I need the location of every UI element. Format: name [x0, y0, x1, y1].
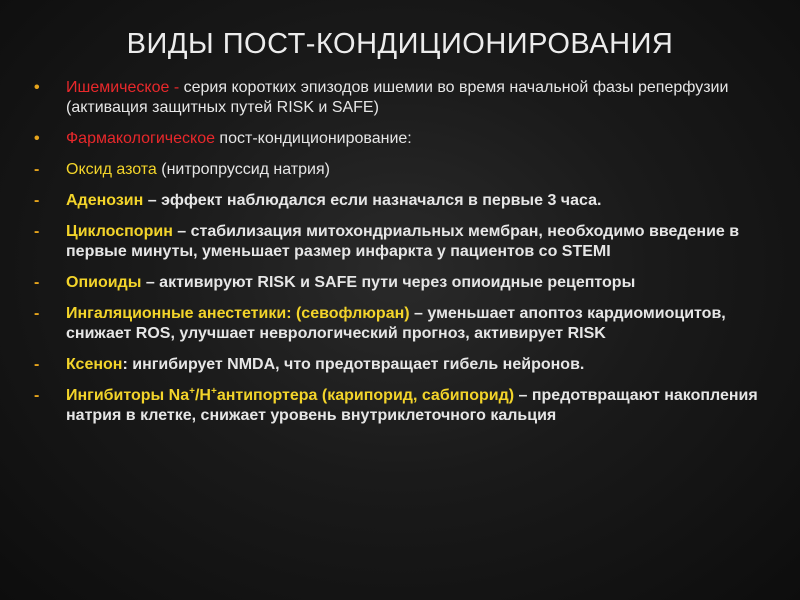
- term-part: /H: [194, 387, 211, 404]
- slide-title: ВИДЫ ПОСТ-КОНДИЦИОНИРОВАНИЯ: [126, 28, 674, 60]
- list-item: [34, 160, 784, 180]
- list-item: [34, 129, 784, 149]
- term-ischemic: Ишемическое: [66, 79, 170, 96]
- superscript-plus: +: [210, 386, 217, 397]
- term-nhe-inhibitors: [66, 387, 514, 404]
- term-adenosine: Аденозин: [66, 192, 144, 209]
- list-item: [34, 222, 784, 262]
- item-text: – стабилизация митохондриальных мембран, необходимо введение в первые минуты, уменьшает размер инфаркта у пациентов со STEMI: [66, 223, 740, 260]
- superscript-plus: +: [189, 386, 195, 397]
- item-text: (нитропруссид натрия): [156, 161, 330, 178]
- list-item: [34, 191, 784, 211]
- item-text: – уменьшает апоптоз кардиомиоцитов, снижает ROS, улучшает неврологический прогноз, активирует RISK: [66, 305, 726, 342]
- list-item: [34, 273, 784, 293]
- term-nitric-oxide: Оксид азота: [66, 161, 157, 178]
- term-inhaled-anesthetics: Ингаляционные анестетики: (севофлюран): [66, 305, 410, 322]
- term-cyclosporin: Циклоспорин: [66, 223, 173, 240]
- bullet-marker: •: [34, 130, 40, 147]
- term-opioids: Опиоиды: [66, 274, 142, 291]
- dash-marker: -: [34, 305, 40, 322]
- item-text: – активируют RISK и SAFE пути через опиоидные рецепторы: [141, 274, 636, 291]
- list-item: [34, 304, 784, 344]
- term-xenon: Ксенон: [66, 356, 123, 373]
- term-separator: -: [169, 79, 180, 96]
- list-item: [34, 386, 784, 426]
- list-item: [34, 355, 784, 375]
- term-part: Ингибиторы Na: [66, 387, 190, 404]
- dash-marker: -: [34, 161, 40, 178]
- dash-marker: -: [34, 274, 40, 291]
- term-part: антипортера (карипорид, сабипорид): [216, 387, 515, 404]
- list-item: [34, 78, 784, 118]
- item-text: пост-кондиционирование:: [214, 130, 412, 147]
- item-text: – предотвращают накопления натрия в клетке, снижает уровень внутриклеточного кальция: [66, 387, 758, 424]
- bullet-marker: •: [34, 79, 40, 96]
- dash-marker: -: [34, 387, 40, 404]
- item-text: : ингибирует NMDA, что предотвращает гибель нейронов.: [122, 356, 585, 373]
- dash-marker: -: [34, 356, 40, 373]
- term-pharmacological: Фармакологическое: [66, 130, 215, 147]
- item-text: серия коротких эпизодов ишемии во время начальной фазы реперфузии (активация защитных путей RISK и SAFE): [66, 79, 729, 116]
- item-text: – эффект наблюдался если назначался в первые 3 часа.: [143, 192, 602, 209]
- dash-marker: -: [34, 192, 40, 209]
- bullet-list: [34, 78, 784, 437]
- dash-marker: -: [34, 223, 40, 240]
